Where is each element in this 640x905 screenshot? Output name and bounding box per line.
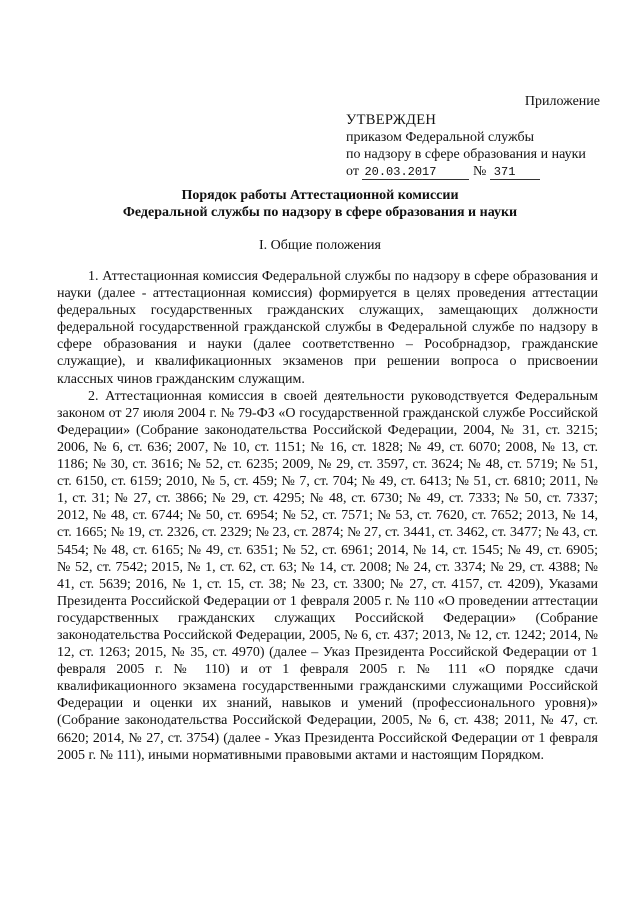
paragraph-2: 2. Аттестационная комиссия в своей деятельности руководствуется Федеральным законом от 27 июля 2004 г. № 79-ФЗ «О государственной гражданской службе Российской Федерации» (Собрание законодательства Российской Федерации, 2004, № 31, ст. 3215; 2006, № 6, ст. 636; 2007, № 10, ст. 1151; № 16, ст. 1828; № 49, ст. 6070; 2008, № 13, ст. 1186; № 30, ст. 3616; № 52, ст. 6235; 2009, № 29, ст. 3597, ст. 3624; № 48, ст. 5719; № 51, ст. 6150, ст. 6159; 2010, № 5, ст. 459; № 7, ст. 704; № 49, ст. 6413; № 51, ст. 6810; 2011, № 1, ст. 31; № 27, ст. 3866; № 29, ст. 4295; № 48, ст. 6730; № 49, ст. 7333; № 50, ст. 7337; 2012, № 48, ст. 6744; № 50, ст. 6954; № 52, ст. 7571; № 53, ст. 7620, ст. 7652; 2013, № 14, ст. 1665; № 19, ст. 2326, ст. 2329; № 23, ст. 2874; № 27, ст. 3441, ст. 3462, ст. 3477; № 43, ст. 5454; № 48, ст. 6165; № 49, ст. 6351; № 52, ст. 6961; 2014, № 14, ст. 1545; № 49, ст. 6905; № 52, ст. 7542; 2015, № 1, ст. 62, ст. 63; № 14, ст. 2008; № 24, ст. 3374; № 29, ст. 4388; № 41, ст. 5639; 2016, № 1, ст. 15, ст. 38; № 23, ст. 3300; № 27, ст. 4157, ст. 4209), Указами Президента Российской Федерации от 1 февраля 2005 г. № 110 «О проведении аттестации государственных гражданских служащих Российской Федерации» (Собрание законодательства Российской Федерации, 2005, № 6, ст. 437; 2013, № 12, ст. 1242; 2014, № 12, ст. 1263; 2015, № 35, ст. 4970) (далее – Указ Президента Российской Федерации от 1 февраля 2005 г. № 110) и от 1 февраля 2005 г. № 111 «О порядке сдачи квалификационного экзамена государственными гражданскими служащими Российской Федерации и оценки их знаний, навыков и умений (профессионального уровня)» (Собрание законодательства Российской Федерации, 2005, № 6, ст. 438; 2011, № 47, ст. 6620; 2014, № 27, ст. 3754) (далее - Указ Президента Российской Федерации от 1 февраля 2005 г. № 111), иными нормативными правовыми актами и настоящим Порядком. (57, 388, 598, 763)
approval-line-1: приказом Федеральной службы (346, 130, 534, 145)
number-sign: № (472, 164, 487, 179)
approval-line-2: по надзору в сфере образования и науки (346, 147, 586, 162)
approval-date-line (346, 163, 586, 180)
document-body (57, 268, 598, 764)
approved-heading: УТВЕРЖДЕН (346, 112, 437, 128)
document-title-line-2: Федеральной службы по надзору в сфере образования и науки (122, 205, 518, 220)
date-prefix: от (346, 164, 359, 179)
order-number: 371 (490, 166, 540, 180)
section-heading: I. Общие положения (259, 238, 381, 253)
paragraph-1: 1. Аттестационная комиссия Федеральной службы по надзору в сфере образования и науки (далее - аттестационная комиссия) формируется в целях проведения аттестации федеральных государственных гражданских служащих, замещающих должности федеральной государственной гражданской службы в Федеральной службе по надзору в сфере образования и науки (далее соответственно – Рособрнадзор, гражданские служащие), и квалификационных экзаменов при решении вопроса о присвоении классных чинов гражданским служащим. (57, 269, 598, 387)
document-title (40, 187, 600, 221)
document-title-line-1: Порядок работы Аттестационной комиссии (181, 188, 459, 203)
appendix-label: Приложение (524, 94, 600, 109)
approval-block (346, 112, 586, 180)
order-date: 20.03.2017 (362, 166, 469, 180)
